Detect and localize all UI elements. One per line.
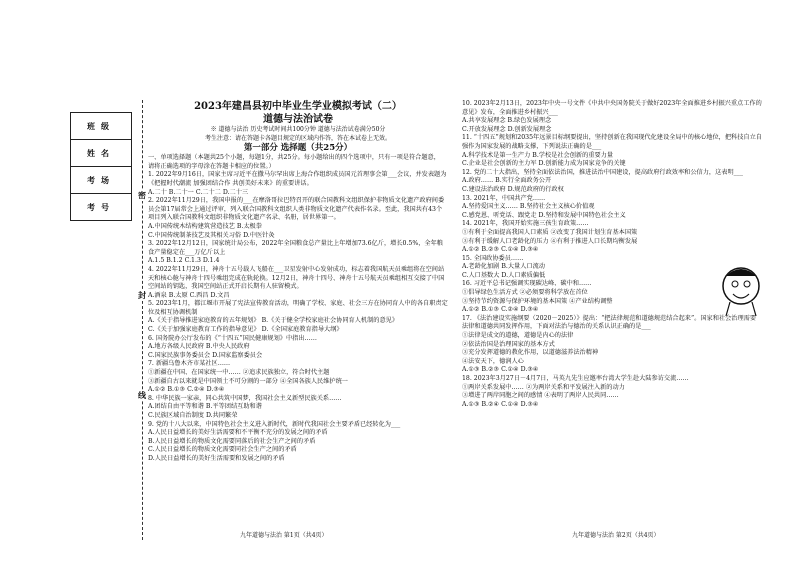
footer-page-2: 九年道德与法治 第2页（共4页） [572, 532, 660, 539]
student-info-table [70, 112, 132, 221]
col1-line: A.团结自由平等和谐 B.平等团结互助和谐 [148, 403, 262, 411]
col2-line: ①两岸关系发展中…… ②为两岸关系和平发展注入新的动力 [462, 383, 625, 391]
col2-line: A.坚持爱国主义…… B.坚持社会主义核心价值观 [462, 203, 595, 211]
col1-line: A.酒泉 B.太原 C.西昌 D.文昌 [148, 291, 230, 299]
exam-title: 2023年建昌县初中毕业生学业模拟考试（二） [194, 101, 402, 112]
col1-line: 6. 国务院办公厅发布的《“十四五”国民健康规划》中指出…… [148, 334, 317, 342]
col2-line: C.人口基数大 D.人口素质偏低 [462, 271, 546, 279]
col2-line: A.①② B.②③ C.①④ D.③④ [462, 246, 539, 254]
seal-char-mi: 密 [138, 190, 146, 200]
col2-line: C.企业是社会创新的主力军 D.创新能力成为国家竞争的关键 [462, 160, 626, 168]
col2-line: 15. 全国政协委员…… [462, 254, 524, 262]
exam-subtitle: 道德与法治试卷 [263, 114, 333, 125]
col2-line: ①有利于全面提高我国人口素质 ②改变了我国计划生育基本国策 [462, 228, 638, 236]
col2-line: 13. 2021年，中国共产党…… [462, 194, 546, 202]
col1-line: C.民族区域自治制度 D.共同繁荣 [148, 412, 238, 419]
col2-line: C.感党恩、听党话、跟党走 D.坚持和发展中国特色社会主义 [462, 211, 626, 219]
col2-line: A.老龄化加剧 B.大量人口流动 [462, 263, 545, 271]
col1-line: A.1.5 B.1.2 C.1.3 D.1.4 [148, 257, 220, 265]
page-column-2 [462, 100, 762, 409]
col2-line: A.共享发展理念 B.绿色发展理念 [462, 117, 552, 125]
col1-line: A.中国传统木结构建筑营造技艺 B.太极拳 [148, 222, 262, 230]
col2-line: ③充分发挥道德的教化作用，以道德滋养法治精神 [462, 349, 599, 357]
info-field-name: 姓名 [71, 140, 131, 167]
col1-line: ③新疆自古以来就是中国领土不可分割的一部分 ④全国各族人民维护统一 [148, 377, 348, 385]
page-column-1 [148, 100, 448, 464]
col2-line: A.①③ B.②④ C.①④ D.③④ [462, 400, 539, 408]
col1-line: D.人民日益增长的美好生活需要和发展之间的矛盾 [148, 454, 285, 462]
col1-line: ①新疆在中国、在国家统一中…… ②追求民族独立，符合时代主题 [148, 369, 330, 377]
column-1-questions [148, 154, 448, 463]
col1-line: C.国家民族事务委员会 D.国家监察委员会 [148, 351, 263, 359]
col2-line: C.开放发展理念 D.创新发展理念 [462, 125, 552, 133]
col1-line: A.《关于指导推进家庭教育的五年规划》 B.《关于健全学校家庭社会协同育人机制的意见》 [148, 317, 399, 325]
seal-char-xian: 线 [138, 390, 146, 400]
col2-line: 16. 习近平总书记强调实现碳达峰、碳中和…… [462, 280, 592, 288]
col2-line: ③坚持节约资源与保护环境的基本国策 ④产业结构调整 [462, 297, 613, 305]
col2-line: ①倡导绿色生活方式 ②必须要将科学放在首位 [462, 289, 588, 297]
col1-line: 3. 2022年12月12日，国家统计局公布，2022年全国粮食总产量比上年增加73.6亿斤，增长0.5%，全年粮食产量稳定在___万亿斤以上 [148, 240, 443, 256]
col1-line: A.地方各级人民政府 B.中央人民政府 [148, 343, 250, 351]
col2-line: A.①② B.①③ C.②④ D.③④ [462, 306, 539, 314]
column-2-questions [462, 100, 762, 409]
cartoon-illustration [718, 262, 764, 318]
col2-line: 10. 2023年2月13日，2023年中央一号文件《中共中央国务院关于做好2023年全面推进乡村振兴重点工作的意见》发布，全面推进乡村振兴___ [462, 100, 762, 116]
col2-line: 11. “十四五”规划和2035年远景目标纲要提出，坚持创新在我国现代化建设全局中的核心地位，把科技自立自强作为国家发展的战略支撑，下列说法正确的是___ [462, 134, 762, 150]
col2-line: C.建设法治政府 D.规范政府的行政权 [462, 185, 564, 193]
col2-line: ①法律是成文的道德，道德是内心的法律 [462, 332, 574, 340]
seal-line [142, 100, 143, 540]
col1-line: 请将正确选项的字母涂在答题卡相应的位置。） [148, 162, 275, 170]
col1-line: 1. 2022年9月16日，国家主席习近平在撒马尔罕出席上海合作组织成员国元首理事会第___会议，并发表题为《把握时代潮流 加强团结合作 共创美好未来》的重要讲话。 [148, 171, 447, 187]
info-field-class: 班级 [71, 113, 131, 140]
col2-line: A.①③ B.②③ C.①④ D.③④ [462, 366, 539, 374]
seal-char-feng: 封 [138, 290, 146, 300]
col1-line: 2. 2022年11月29日，我国申报的___在摩洛哥拉巴特召开的联合国教科文组织保护非物质文化遗产政府间委员会第17届常会上通过评审，列入联合国教科文组织人类非物质文化遗产代表作名录。至此，我国共有43个项目列入联合国教科文组织非物质文化遗产名录、名册，居世界第一。 [148, 197, 445, 222]
col1-line: 8. 中华民族一家亲，同心共筑中国梦，我国社会主义新型民族关系…… [148, 394, 342, 402]
col2-line: A.政府…… B.实行全面政务公开 [462, 177, 552, 185]
info-field-room: 考场 [71, 167, 131, 194]
col2-line: 14. 2021年，我国开始实施三孩生育政策…… [462, 220, 589, 228]
col2-line: ②依法治国是治理国家的基本方式 [462, 340, 555, 348]
col1-line: 5. 2023年1月，都江堰市开展了宪法宣传教育活动，明确了学校、家庭、社会三方在协同育人中的各自职责定位及相互协调机制 [148, 300, 448, 316]
col1-line: A.二十 B.二十一 C.二十二 D.二十三 [148, 188, 249, 196]
col1-line: 7. 新疆乌鲁木齐市某社区…… [148, 360, 231, 368]
col1-line: C.中国传统制茶技艺及其相关习俗 D.中医针灸 [148, 231, 275, 239]
col1-line: 4. 2022年11月29日，神舟十五号载人飞船在___卫星发射中心发射成功，标志着我国航天员乘组将在空间站天和核心舱与神舟十四号乘组完成在轨轮换。12月2日，神舟十四号、神舟十五号航天员乘组相互交接了中国空间站的钥匙，我国空间站正式开启长期有人驻留模式。 [148, 265, 445, 291]
col2-line: ③增进了两岸同胞之间的感情 ④表明了两岸人民共同…… [462, 392, 619, 400]
exam-notice: 考生注意：请在答题卡各题目规定的区域内作答，答在本试卷上无效。 [204, 134, 391, 142]
col1-line: C.人民日益增长的物质文化需要同社会生产之间的矛盾 [148, 446, 297, 454]
info-field-number: 考号 [87, 201, 115, 212]
col1-line: B.人民日益增长的物质文化需要同落后的社会生产之间的矛盾 [148, 437, 316, 445]
col1-line: 9. 党的十八大以来，中国特色社会主义进入新时代，新时代我国社会主要矛盾已经转化为___ [148, 420, 401, 428]
col1-line: 一、单项选择题（本题共25个小题，每题1分，共25分。每小题给出的四个选项中，只有一项是符合题意， [148, 154, 440, 162]
col2-line: 17. 《法治建设实施纲要（2020－2025）》提出：“把法律规范和道德规范结合起来”。国家和社会治理需要法律和道德共同发挥作用，下面对法治与德治的关系认识正确的是___ [462, 314, 757, 331]
col2-line: 12. 党的二十大指出，坚持全面依法治国，推进法治中国建设，提高政府行政效率和公信力，这表明___ [462, 168, 743, 176]
section-heading: 第一部分 选择题（共25分） [243, 143, 353, 154]
col2-line: ③有利于缓解人口老龄化的压力 ④有利于推进人口长期均衡发展 [462, 237, 638, 245]
col2-line: 18. 2023年3月27日－4月7日，马英九先生应邀率台湾大学生赴大陆参访交流…… [462, 375, 689, 382]
footer-page-1: 九年道德与法治 第1页（共4页） [240, 532, 328, 539]
col1-line: C.《关于加强家庭教育工作的指导意见》 D.《全国家庭教育指导大纲》 [148, 326, 343, 334]
col2-line: ④法安天下，德润人心 [462, 357, 524, 365]
col2-line: A.科学技术是第一生产力 B.学校是社会创新的重要力量 [462, 151, 614, 159]
col1-line: A.人民日益增长的美好生活需要和不平衡不充分的发展之间的矛盾 [148, 429, 328, 437]
col1-line: A.①② B.①③ C.②④ D.③④ [148, 386, 225, 394]
exam-meta: ※ 道德与法治 历史考试时间共100分钟 道德与法治试卷满分50分 [210, 126, 386, 133]
